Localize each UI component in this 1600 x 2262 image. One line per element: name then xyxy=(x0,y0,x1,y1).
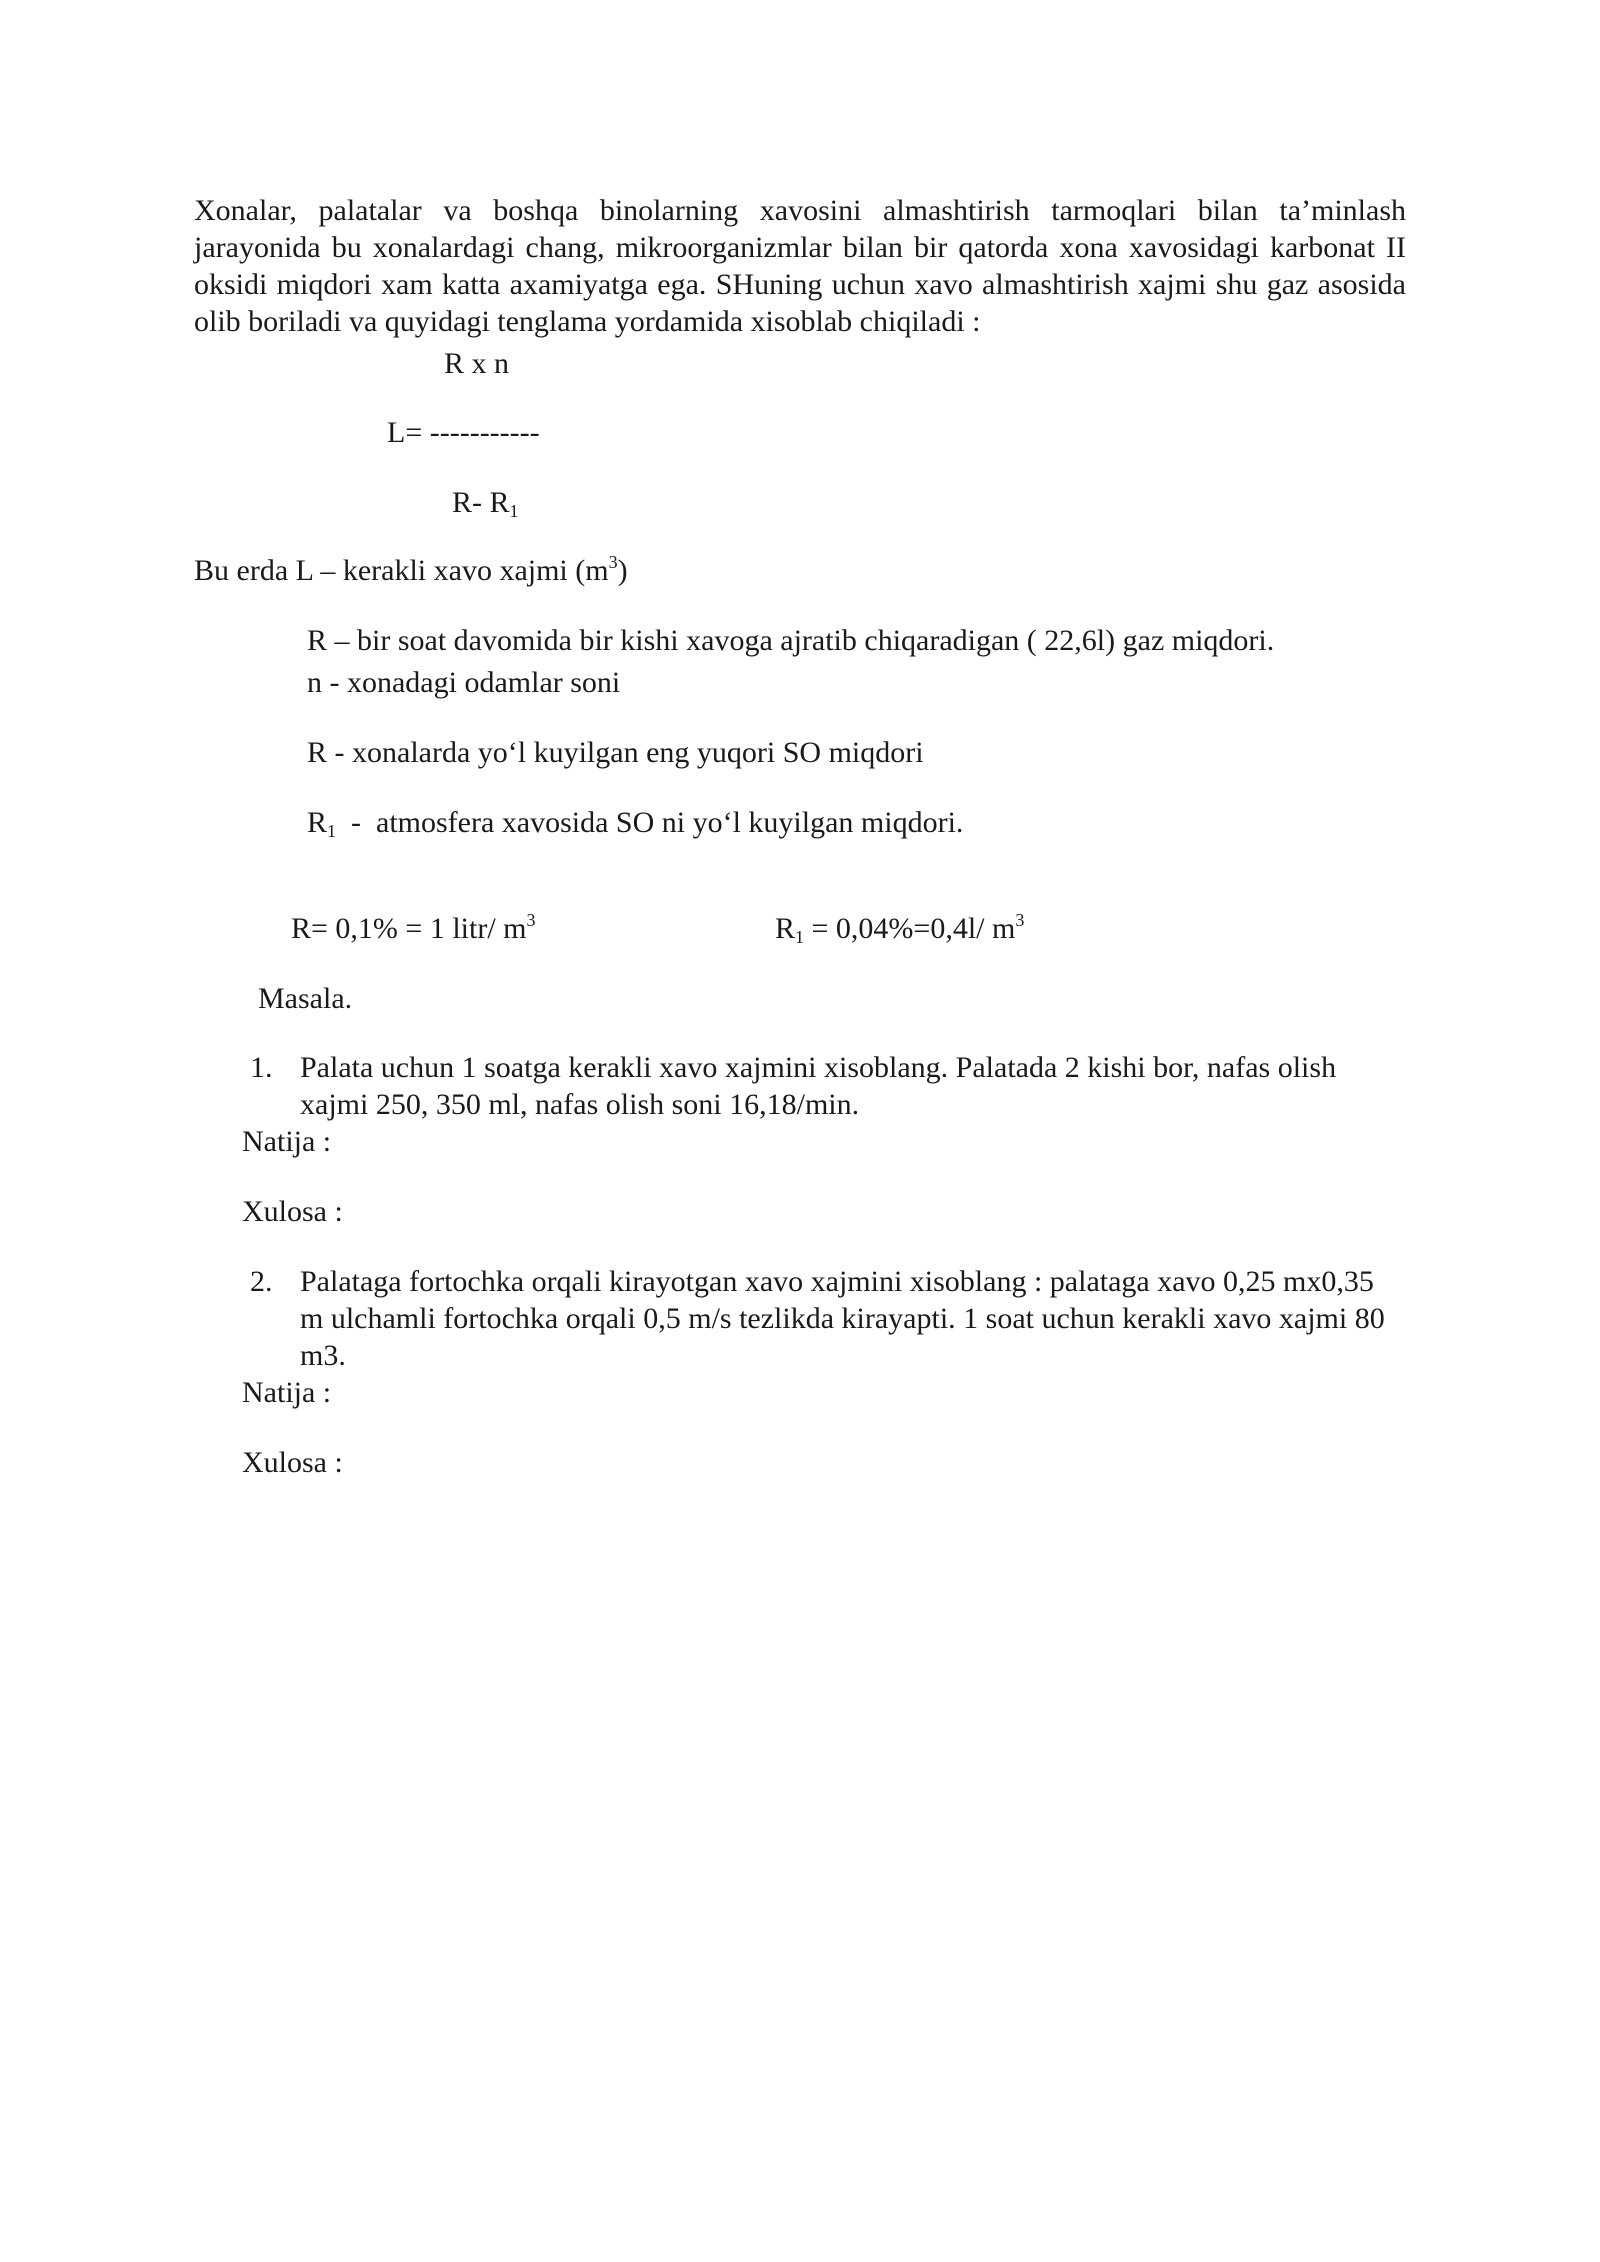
conclusion-label: Xulosa : xyxy=(242,1195,343,1228)
value-R1 xyxy=(775,910,1024,947)
formula-denominator xyxy=(452,484,519,521)
masala-heading: Masala. xyxy=(258,982,353,1015)
definition-L-close: ) xyxy=(617,554,628,587)
task-number: 2. xyxy=(250,1265,273,1298)
conclusion-label: Xulosa : xyxy=(242,1446,343,1479)
value-R1-sup: 3 xyxy=(1015,910,1025,930)
task-text: Palataga fortochka orqali kirayotgan xavo xajmini xisoblang : palataga xavo 0,25 mx0,35 m ulchamli fortochka orqali 0,5 m/s tezlikda kirayapti. 1 soat uchun kerakli xavo xajmi 80 m3. xyxy=(300,1265,1385,1372)
value-R1-main: R xyxy=(775,912,796,945)
value-R-text: R= 0,1% = 1 litr/ m xyxy=(291,912,527,945)
definition-R1-text: - atmosfera xavosida SO ni yo‘l kuyilgan miqdori. xyxy=(336,806,964,839)
definition-L-sup: 3 xyxy=(608,552,618,572)
definition-R1-main: R xyxy=(307,806,328,839)
task-text: Palata uchun 1 soatga kerakli xavo xajmini xisoblang. Palatada 2 kishi bor, nafas olish xajmi 250, 350 ml, nafas olish soni 16,18/min. xyxy=(300,1051,1337,1121)
definition-R1-sub: 1 xyxy=(327,821,337,841)
task-item xyxy=(250,1263,1390,1374)
formula-denominator-sub: 1 xyxy=(509,501,519,521)
value-R-sup: 3 xyxy=(526,910,536,930)
task-item xyxy=(250,1049,1390,1123)
value-R1-text: = 0,04%=0,4l/ m xyxy=(804,912,1016,945)
task-number: 1. xyxy=(250,1051,273,1084)
definition-R: R – bir soat davomida bir kishi xavoga ajratib chiqaradigan ( 22,6l) gaz miqdori. xyxy=(307,624,1275,657)
definition-n: n - xonadagi odamlar soni xyxy=(307,666,621,699)
definition-L xyxy=(194,552,628,589)
result-label: Natija : xyxy=(242,1376,332,1409)
definition-L-text: Bu erda L – kerakli xavo xajmi (m xyxy=(194,554,609,587)
definition-R-room: R - xonalarda yo‘l kuyilgan eng yuqori SO miqdori xyxy=(307,736,924,769)
value-R1-sub: 1 xyxy=(795,927,805,947)
definition-R1 xyxy=(307,804,963,841)
formula-numerator: R x n xyxy=(444,347,510,380)
formula-denominator-main: R- R xyxy=(452,486,510,519)
value-R xyxy=(291,910,536,947)
formula-lhs: L= ----------- xyxy=(387,416,540,449)
result-label: Natija : xyxy=(242,1125,332,1158)
intro-paragraph: Xonalar, palatalar va boshqa binolarning xavosini almashtirish tarmoqlari bilan ta’minlash jarayonida bu xonalardagi chang, mikroorganizmlar bilan bir qatorda xona xavosidagi karbonat II oksidi miqdori xam katta axamiyatga ega. SHuning uchun xavo almashtirish xajmi shu gaz asosida olib boriladi va quyidagi tenglama yordamida xisoblab chiqiladi : xyxy=(194,194,1406,338)
